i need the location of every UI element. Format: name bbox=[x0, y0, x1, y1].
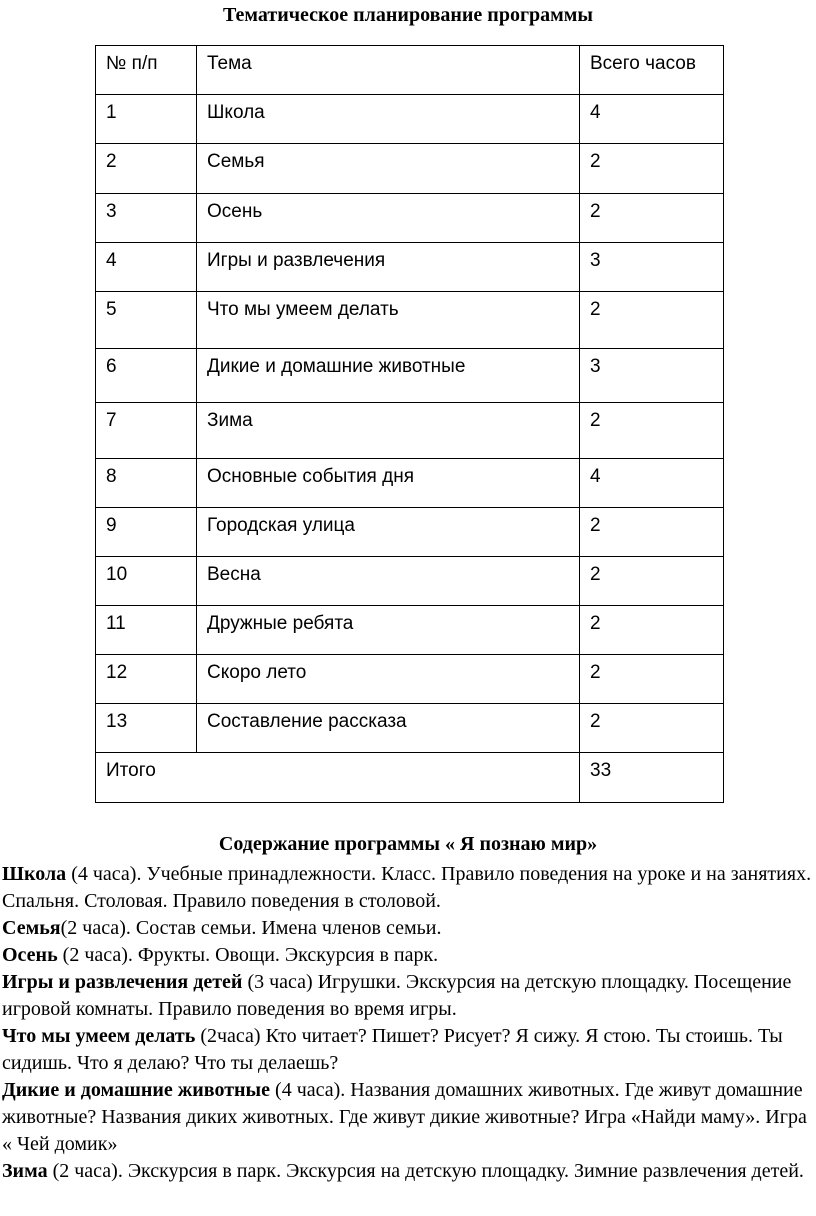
row-num: 12 bbox=[96, 655, 197, 704]
content-paragraph bbox=[0, 942, 816, 969]
row-hours: 3 bbox=[580, 243, 724, 292]
table-row bbox=[96, 704, 724, 753]
paragraph-heading: Что мы умеем делать bbox=[2, 1025, 196, 1047]
table-row bbox=[96, 144, 724, 194]
paragraph-heading: Школа bbox=[2, 863, 67, 885]
table-row bbox=[96, 243, 724, 292]
row-topic: Городская улица bbox=[197, 508, 580, 557]
table-row bbox=[96, 655, 724, 704]
table-row bbox=[96, 557, 724, 606]
header-topic: Тема bbox=[197, 46, 580, 95]
row-num: 9 bbox=[96, 508, 197, 557]
paragraph-text: (2 часа). Экскурсия в парк. Экскурсия на детскую площадку. Зимние развлечения детей. bbox=[47, 1160, 804, 1182]
row-hours: 2 bbox=[580, 508, 724, 557]
content-paragraph bbox=[0, 1158, 816, 1185]
content-paragraph bbox=[0, 915, 816, 942]
paragraph-text: (2 часа). Состав семьи. Имена членов семьи. bbox=[60, 917, 442, 939]
row-topic: Семья bbox=[197, 144, 580, 194]
content-paragraph bbox=[0, 969, 816, 1023]
table-row bbox=[96, 508, 724, 557]
row-hours: 2 bbox=[580, 292, 724, 349]
planning-table bbox=[95, 45, 724, 803]
paragraph-text: (4 часа). Учебные принадлежности. Класс. Правило поведения на уроке и на занятиях. Спальня. Столовая. Правило поведения в столовой. bbox=[2, 863, 812, 912]
table-header-row bbox=[96, 46, 724, 95]
row-topic: Скоро лето bbox=[197, 655, 580, 704]
paragraph-heading: Зима bbox=[2, 1160, 48, 1182]
paragraph-text: (3 часа) Игрушки. Экскурсия на детскую площадку. Посещение игровой комнаты. Правило поведения во время игры. bbox=[2, 971, 792, 1020]
row-hours: 2 bbox=[580, 403, 724, 459]
row-topic: Дикие и домашние животные bbox=[197, 349, 580, 403]
row-topic: Игры и развлечения bbox=[197, 243, 580, 292]
page-title: Тематическое планирование программы bbox=[222, 4, 594, 26]
program-content bbox=[0, 861, 816, 1185]
table-total-row bbox=[96, 753, 724, 803]
row-num: 4 bbox=[96, 243, 197, 292]
paragraph-heading: Игры и развлечения детей bbox=[2, 971, 243, 993]
table-row bbox=[96, 403, 724, 459]
row-num: 3 bbox=[96, 194, 197, 243]
row-topic: Школа bbox=[197, 95, 580, 144]
header-hours: Всего часов bbox=[580, 46, 724, 95]
paragraph-heading: Семья bbox=[2, 917, 61, 939]
row-num: 1 bbox=[96, 95, 197, 144]
row-topic: Основные события дня bbox=[197, 459, 580, 508]
row-hours: 2 bbox=[580, 144, 724, 194]
table-row bbox=[96, 95, 724, 144]
content-paragraph bbox=[0, 861, 816, 915]
row-topic: Осень bbox=[197, 194, 580, 243]
table-row bbox=[96, 459, 724, 508]
paragraph-text: (2часа) Кто читает? Пишет? Рисует? Я сижу. Я стою. Ты стоишь. Ты сидишь. Что я делаю? Что ты делаешь? bbox=[2, 1025, 783, 1074]
row-num: 5 bbox=[96, 292, 197, 349]
table-row bbox=[96, 349, 724, 403]
row-num: 11 bbox=[96, 606, 197, 655]
total-label: Итого bbox=[96, 753, 580, 803]
paragraph-text: (4 часа). Названия домашних животных. Где живут домашние животные? Названия диких животных. Где живут дикие животные? Игра «Найди маму». Игра « Чей домик» bbox=[2, 1079, 807, 1155]
row-num: 13 bbox=[96, 704, 197, 753]
row-num: 2 bbox=[96, 144, 197, 194]
row-num: 7 bbox=[96, 403, 197, 459]
header-num: № п/п bbox=[96, 46, 197, 95]
section-title: Содержание программы « Я познаю мир» bbox=[218, 833, 598, 855]
row-num: 6 bbox=[96, 349, 197, 403]
table-row bbox=[96, 606, 724, 655]
row-hours: 4 bbox=[580, 459, 724, 508]
paragraph-text: (2 часа). Фрукты. Овощи. Экскурсия в парк. bbox=[57, 944, 439, 966]
row-hours: 3 bbox=[580, 349, 724, 403]
row-hours: 2 bbox=[580, 704, 724, 753]
row-hours: 2 bbox=[580, 557, 724, 606]
row-topic: Составление рассказа bbox=[197, 704, 580, 753]
row-hours: 2 bbox=[580, 606, 724, 655]
row-topic: Дружные ребята bbox=[197, 606, 580, 655]
paragraph-heading: Осень bbox=[2, 944, 58, 966]
row-num: 10 bbox=[96, 557, 197, 606]
row-topic: Зима bbox=[197, 403, 580, 459]
content-paragraph bbox=[0, 1077, 816, 1158]
row-topic: Весна bbox=[197, 557, 580, 606]
row-hours: 4 bbox=[580, 95, 724, 144]
row-hours: 2 bbox=[580, 194, 724, 243]
content-paragraph bbox=[0, 1023, 816, 1077]
table-row bbox=[96, 292, 724, 349]
row-num: 8 bbox=[96, 459, 197, 508]
table-row bbox=[96, 194, 724, 243]
total-value: 33 bbox=[580, 753, 724, 803]
paragraph-heading: Дикие и домашние животные bbox=[2, 1079, 271, 1101]
row-topic: Что мы умеем делать bbox=[197, 292, 580, 349]
row-hours: 2 bbox=[580, 655, 724, 704]
